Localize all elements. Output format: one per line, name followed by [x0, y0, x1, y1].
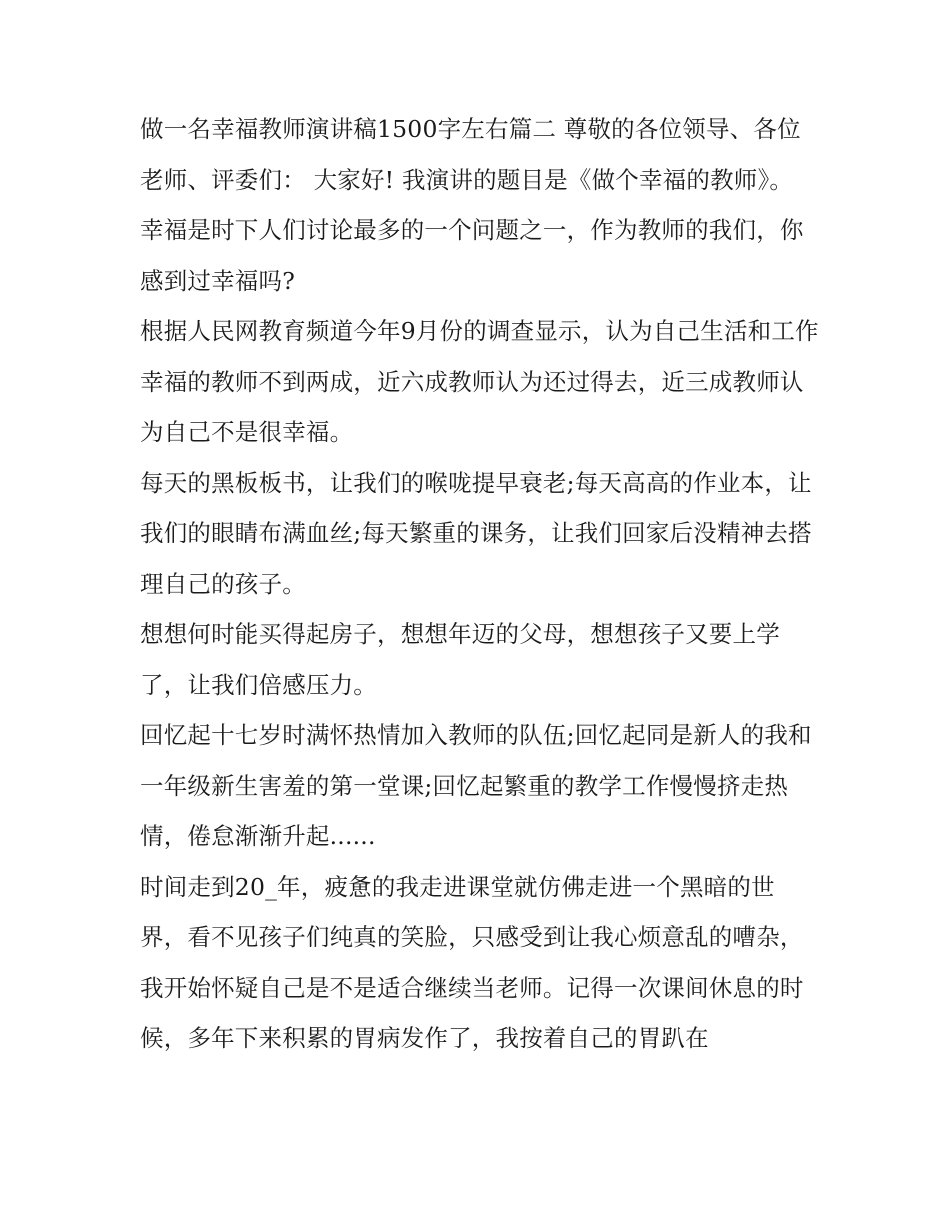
paragraph-1: 做一名幸福教师演讲稿1500字左右篇二 尊敬的各位领导、各位老师、评委们： 大家好! 我演讲的题目是《做个幸福的教师》。: [140, 115, 801, 194]
paragraph-7: 时间走到20_年，疲惫的我走进课堂就仿佛走进一个黑暗的世界，看不见孩子们纯真的笑脸，只感受到让我心烦意乱的嘈杂，我开始怀疑自己是不是适合继续当老师。记得一次课间休息的时候，多年下来积累的胃病发作了，我按着自己的胃趴在: [140, 872, 804, 1052]
paragraph-5: 想想何时能买得起房子，想想年迈的父母，想想孩子又要上学了，让我们倍感压力。: [140, 620, 780, 699]
paragraph-3: 根据人民网教育频道今年9月份的调查显示，认为自己生活和工作幸福的教师不到两成，近六成教师认为还过得去，近三成教师认为自己不是很幸福。: [140, 317, 819, 446]
document-body: [140, 104, 820, 1064]
paragraph-6: 回忆起十七岁时满怀热情加入教师的队伍;回忆起同是新人的我和一年级新生害羞的第一堂课;回忆起繁重的教学工作慢慢挤走热情，倦怠渐渐升起......: [140, 721, 812, 850]
paragraph-4: 每天的黑板板书，让我们的喉咙提早衰老;每天高高的作业本，让我们的眼睛布满血丝;每天繁重的课务，让我们回家后没精神去搭理自己的孩子。: [140, 468, 812, 598]
paragraph-2: 幸福是时下人们讨论最多的一个问题之一，作为教师的我们，你感到过幸福吗?: [140, 216, 804, 295]
